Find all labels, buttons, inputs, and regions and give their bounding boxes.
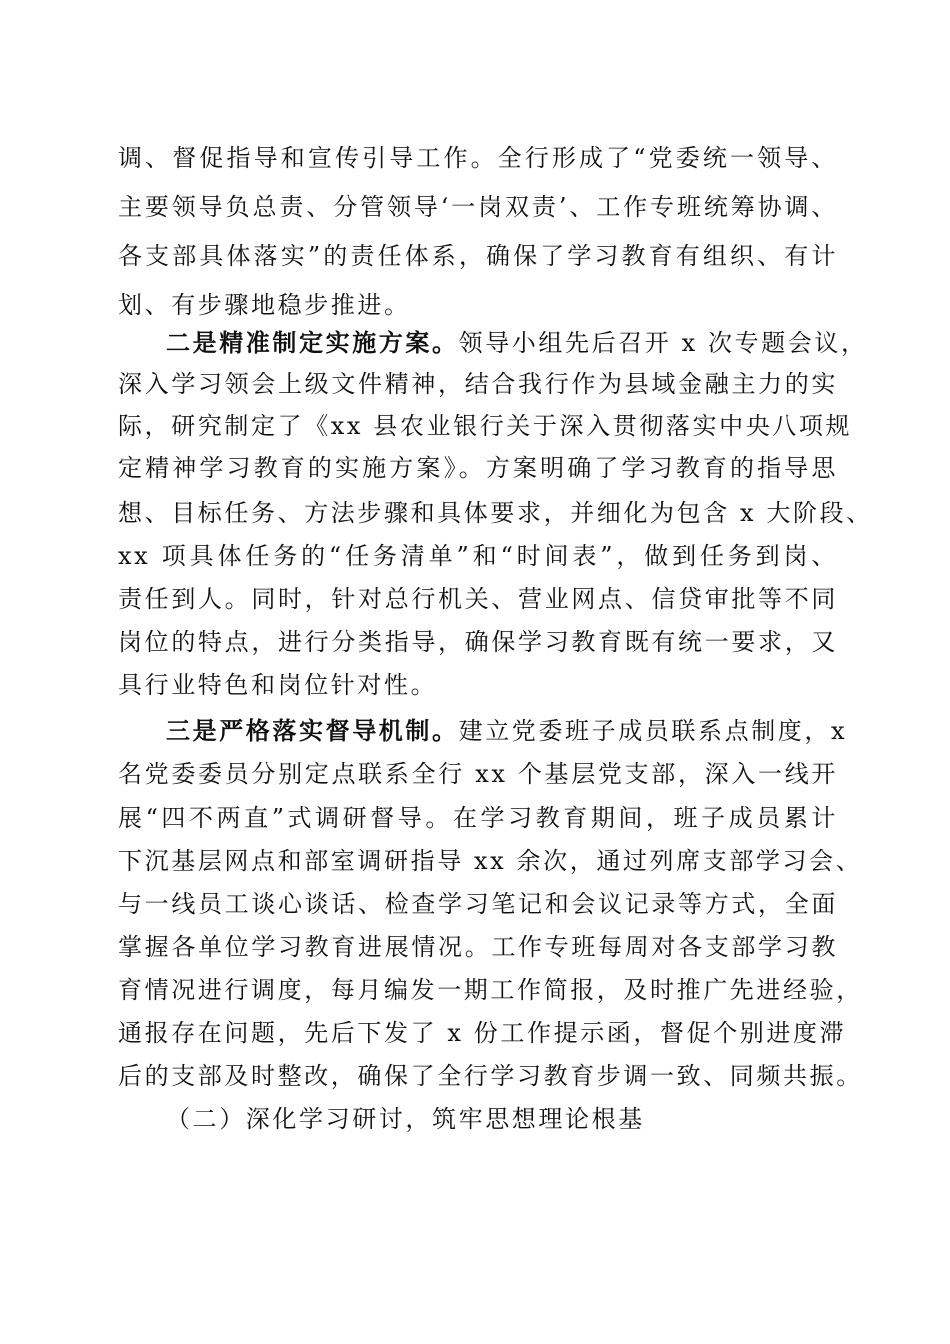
paragraph-2-line-7: 责任到人。同时，针对总行机关、营业网点、信贷审批等不同 [118, 585, 838, 613]
paragraph-3-line-7: 育情况进行调度，每月编发一期工作简报，及时推广先进经验， [118, 976, 863, 1004]
paragraph-3-line-3: 展“四不两直”式调研督导。在学习教育期间，班子成员累计 [118, 804, 838, 832]
paragraph-2-line-8: 岗位的特点，进行分类指导，确保学习教育既有统一要求，又 [118, 628, 838, 656]
paragraph-3-line-1-text: 建立党委班子成员联系点制度，x [458, 717, 848, 745]
paragraph-3-lead: 三是严格落实督导机制。 [166, 716, 459, 745]
paragraph-2-lead: 二是精准制定实施方案。 [166, 328, 459, 357]
paragraph-1-line-1: 调、督促指导和宣传引导工作。全行形成了“党委统一领导、 [118, 144, 838, 172]
paragraph-2-line-6: xx 项具体任务的“任务清单”和“时间表”，做到任务到岗、 [118, 542, 838, 570]
paragraph-3-line-4: 下沉基层网点和部室调研指导 xx 余次，通过列席支部学习会、 [118, 847, 863, 875]
paragraph-2-line-9: 具行业特色和岗位针对性。 [118, 671, 438, 699]
paragraph-3-line-2: 名党委委员分别定点联系全行 xx 个基层党支部，深入一线开 [118, 760, 838, 788]
paragraph-1-line-4: 划、有步骤地稳步推进。 [118, 291, 411, 319]
paragraph-2-line-2: 深入学习领会上级文件精神，结合我行作为县域金融主力的实 [118, 370, 838, 398]
paragraph-2-line-5: 想、目标任务、方法步骤和具体要求，并细化为包含 x 大阶段、 [118, 499, 873, 527]
paragraph-2-line-4: 定精神学习教育的实施方案》。方案明确了学习教育的指导思 [118, 454, 838, 482]
paragraph-3-line-5: 与一线员工谈心谈话、检查学习笔记和会议记录等方式，全面 [118, 890, 838, 918]
paragraph-2-line-1 [166, 325, 868, 361]
paragraph-1-line-3: 各支部具体落实”的责任体系，确保了学习教育有组织、有计 [118, 242, 838, 270]
paragraph-1-line-2: 主要领导负总责、分管领导‘一岗双责’、工作专班统筹协调、 [118, 193, 838, 221]
paragraph-2-line-1-text: 领导小组先后召开 x 次专题会议， [458, 329, 868, 357]
paragraph-2-line-3: 际，研究制定了《xx 县农业银行关于深入贯彻落实中央八项规 [118, 412, 853, 440]
paragraph-3-line-1 [166, 713, 848, 749]
section-heading: （二）深化学习研讨，筑牢思想理论根基 [166, 1105, 645, 1133]
paragraph-3-line-6: 掌握各单位学习教育进展情况。工作专班每周对各支部学习教 [118, 933, 838, 961]
paragraph-3-line-8: 通报存在问题，先后下发了 x 份工作提示函，督促个别进度滞 [118, 1019, 847, 1047]
paragraph-3-line-9: 后的支部及时整改，确保了全行学习教育步调一致、同频共振。 [118, 1062, 863, 1090]
